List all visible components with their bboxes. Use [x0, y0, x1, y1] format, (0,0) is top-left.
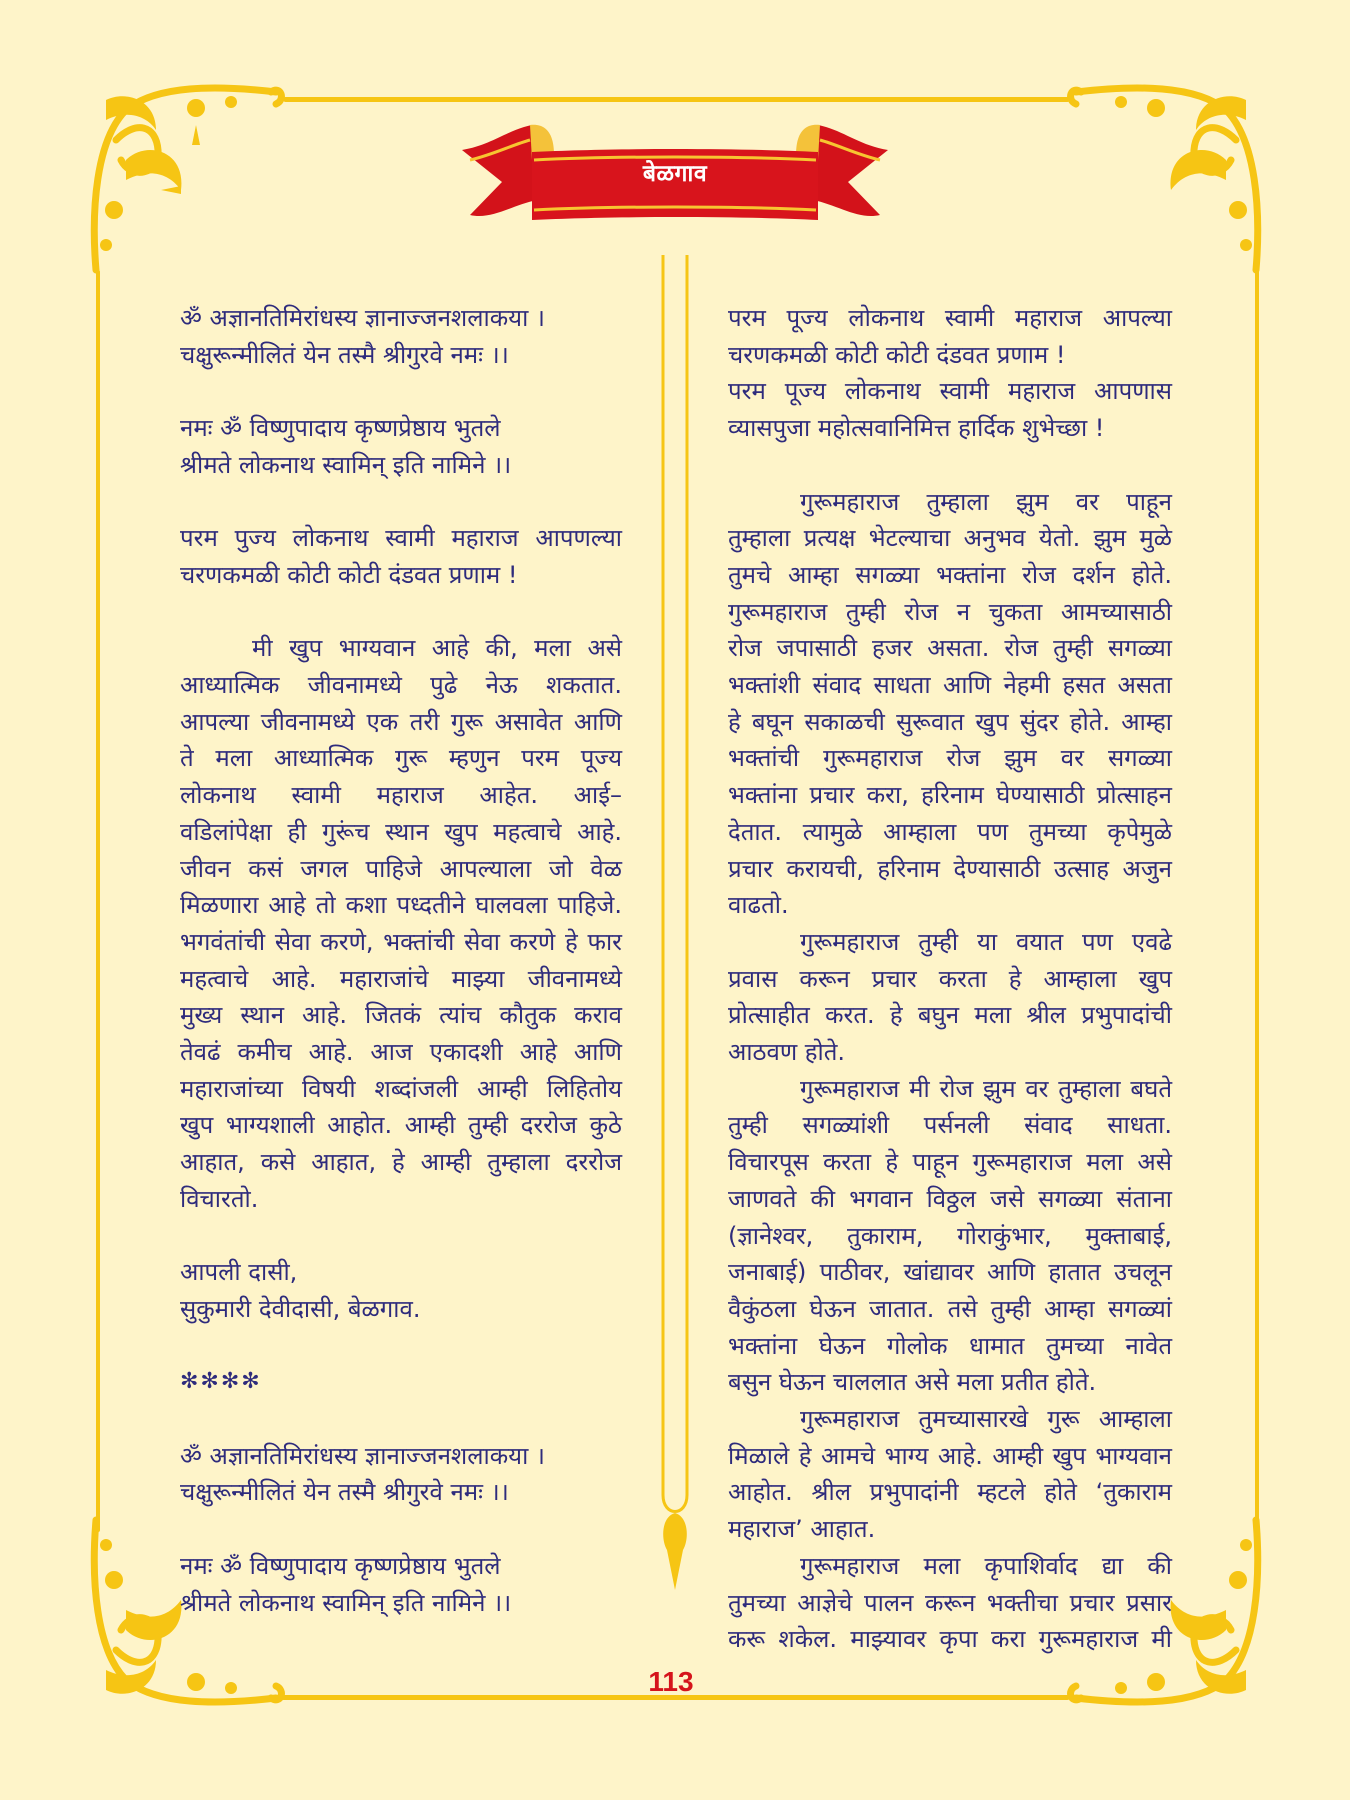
paragraph-line: लोकनाथ स्वामी महाराज आहेत. आई–: [180, 781, 622, 810]
paragraph-line: मुख्य स्थान आहे. जितकं त्यांच कौतुक कराव: [180, 1001, 622, 1030]
paragraph-line: विचारतो.: [180, 1184, 259, 1213]
paragraph-line: विचारपूस करता हे पाहून गुरूमहाराज मला असे: [728, 1148, 1172, 1177]
paragraph-line: तुमच्या आज्ञेचे पालन करून भक्तीचा प्रचार प्रसार: [728, 1588, 1172, 1617]
verse-block: [180, 300, 622, 373]
paragraph-line: भक्तांशी संवाद साधता आणि नेहमी हसत असता: [728, 671, 1172, 700]
paragraph-line: करू शकेल. माझ्यावर कृपा करा गुरूमहाराज मी: [728, 1625, 1172, 1654]
verse-line: ॐ अज्ञानतिमिरांधस्य ज्ञानाज्जनशलाकया ।: [180, 304, 546, 332]
left-column: [180, 300, 622, 1621]
column-divider: [655, 255, 695, 1595]
greeting-line: चरणकमळी कोटी कोटी दंडवत प्रणाम !: [728, 340, 1066, 369]
paragraph-line: (ज्ञानेश्वर, तुकाराम, गोराकुंभार, मुक्ताबाई,: [728, 1221, 1172, 1250]
paragraph-line: आठवण होते.: [728, 1038, 846, 1067]
paragraph-line: भक्तांना प्रचार करा, हरिनाम घेण्यासाठी प्रोत्साहन: [728, 781, 1172, 810]
left-border-line: [96, 270, 100, 1532]
paragraph-line: आहात, कसे आहात, हे आम्ही तुम्हाला दररोज: [180, 1148, 622, 1177]
verse-line: चक्षुरून्मीलितं येन तस्मै श्रीगुरवे नमः ।।: [180, 1478, 509, 1507]
paragraph-line: आहोत. श्रील प्रभुपादांनी म्हटले होते ‘तुकाराम: [728, 1478, 1172, 1507]
paragraph-line: रोज जपासाठी हजर असता. रोज तुम्ही सगळ्या: [728, 634, 1172, 663]
section-separator: ✻✻✻✻: [180, 1369, 262, 1395]
verse-block: [180, 1548, 622, 1621]
paragraph-block: [728, 924, 1172, 1071]
paragraph-line: तुमचे आम्हा सगळ्या भक्तांना रोज दर्शन होते.: [728, 560, 1172, 589]
paragraph-line: प्रोत्साहीत करत. हे बघुन मला श्रील प्रभुपादांची: [728, 1001, 1172, 1030]
verse-block: [180, 1438, 622, 1511]
paragraph-line: आपल्या जीवनामध्ये एक तरी गुरू असावेत आणि: [180, 707, 622, 736]
paragraph-line: महाराजांच्या विषयी शब्दांजली आम्ही लिहितोय: [180, 1074, 622, 1103]
paragraph-block: [728, 484, 1172, 924]
greeting-line: परम पूज्य लोकनाथ स्वामी महाराज आपणास: [728, 377, 1172, 406]
paragraph-line: गुरूमहाराज तुमच्यासारखे गुरू आम्हाला: [800, 1405, 1172, 1434]
greeting-line: परम पुज्य लोकनाथ स्वामी महाराज आपणल्या: [180, 524, 622, 553]
greeting-line: चरणकमळी कोटी कोटी दंडवत प्रणाम !: [180, 560, 518, 589]
verse-line: ॐ अज्ञानतिमिरांधस्य ज्ञानाज्जनशलाकया ।: [180, 1441, 546, 1470]
paragraph-line: प्रचार करायची, हरिनाम देण्यासाठी उत्साह अजुन: [728, 854, 1172, 883]
paragraph-line: गुरूमहाराज मी रोज झुम वर तुम्हाला बघते: [800, 1074, 1172, 1103]
paragraph-line: भक्तांना घेऊन गोलोक धामात तुमच्या नावेत: [728, 1331, 1172, 1360]
corner-ornament-top-left-icon: [86, 80, 286, 280]
paragraph-block: [728, 1548, 1172, 1658]
paragraph-line: वैकुंठला घेऊन जातात. तसे तुम्ही आम्हा सगळ्यां: [728, 1294, 1172, 1323]
paragraph-line: जीवन कसं जगल पाहिजे आपल्याला जो वेळ: [180, 854, 622, 883]
paragraph-line: गुरूमहाराज तुम्ही या वयात पण एवढे: [800, 927, 1172, 956]
paragraph-line: वडिलांपेक्षा ही गुरूंच स्थान खुप महत्वाचे आहे.: [180, 817, 622, 846]
paragraph-line: खुप भाग्यशाली आहोत. आम्ही तुम्ही दररोज कुठे: [180, 1111, 622, 1140]
verse-line: श्रीमते लोकनाथ स्वामिन् इति नामिने ।।: [180, 450, 512, 479]
greeting-line: व्यासपुजा महोत्सवानिमित्त हार्दिक शुभेच्छा !: [728, 414, 1105, 443]
signature-block: [180, 1254, 622, 1327]
greeting-block: [180, 520, 622, 593]
paragraph-block: [728, 1071, 1172, 1401]
paragraph-block: [728, 1401, 1172, 1548]
separator-block: [180, 1364, 622, 1401]
verse-line: चक्षुरून्मीलितं येन तस्मै श्रीगुरवे नमः ।।: [180, 340, 509, 369]
paragraph-line: मी खुप भाग्यवान आहे की, मला असे: [252, 634, 622, 663]
paragraph-line: मिळाले हे आमचे भाग्य आहे. आम्ही खुप भाग्यवान: [728, 1441, 1172, 1470]
page-number: 113: [648, 1666, 694, 1697]
paragraph-line: भक्तांची गुरूमहाराज रोज झुम वर सगळ्या: [728, 744, 1172, 773]
paragraph-line: मिळणारा आहे तो कशा पध्दतीने घालवला पाहिजे.: [180, 891, 622, 920]
signature-line: आपली दासी,: [180, 1258, 298, 1287]
paragraph-line: वाढतो.: [728, 891, 789, 920]
paragraph-line: बसुन घेऊन चाललात असे मला प्रतीत होते.: [728, 1368, 1097, 1397]
paragraph-line: प्रवास करून प्रचार करता हे आम्हाला खुप: [728, 964, 1172, 993]
paragraph-line: जाणवते की भगवान विठ्ठल जसे सगळ्या संताना: [728, 1184, 1172, 1213]
paragraph-line: गुरूमहाराज तुम्हाला झुम वर पाहून: [800, 487, 1172, 516]
paragraph-line: देतात. त्यामुळे आम्हाला पण तुमच्या कृपेमुळे: [728, 817, 1172, 846]
paragraph-line: तुम्हाला प्रत्यक्ष भेटल्याचा अनुभव येतो. झुम मुळे: [728, 524, 1172, 553]
right-border-line: [1255, 270, 1259, 1532]
verse-line: नमः ॐ विष्णुपादाय कृष्णप्रेष्ठाय भुतले: [180, 414, 501, 443]
corner-ornament-top-right-icon: [1066, 80, 1266, 280]
page-title: बेळगाव: [642, 161, 708, 187]
verse-block: [180, 410, 622, 483]
paragraph-line: गुरूमहाराज तुम्ही रोज न चुकता आमच्यासाठी: [728, 597, 1172, 626]
top-border-line: [283, 97, 1070, 102]
paragraph-line: गुरूमहाराज मला कृपाशिर्वाद द्या की: [800, 1551, 1172, 1580]
greeting-block: [728, 300, 1172, 373]
title-banner: [462, 120, 888, 224]
paragraph-line: महाराज’ आहात.: [728, 1515, 876, 1544]
paragraph-line: जनाबाई) पाठीवर, खांद्यावर आणि हातात उचलून: [728, 1258, 1172, 1287]
paragraph-line: तेवढं कमीच आहे. आज एकादशी आहे आणि: [180, 1038, 622, 1067]
paragraph-line: ते मला आध्यात्मिक गुरू म्हणुन परम पूज्य: [180, 744, 622, 773]
verse-line: नमः ॐ विष्णुपादाय कृष्णप्रेष्ठाय भुतले: [180, 1551, 501, 1580]
paragraph-line: भगवंतांची सेवा करणे, भक्तांची सेवा करणे हे फार: [180, 927, 622, 956]
greeting-line: परम पूज्य लोकनाथ स्वामी महाराज आपल्या: [728, 304, 1172, 332]
paragraph-line: हे बघून सकाळची सुरूवात खुप सुंदर होते. आम्हा: [728, 707, 1172, 736]
paragraph-block: [180, 630, 622, 1217]
greeting-block: [728, 373, 1172, 446]
paragraph-line: आध्यात्मिक जीवनामध्ये पुढे नेऊ शकतात.: [180, 670, 622, 699]
verse-line: श्रीमते लोकनाथ स्वामिन् इति नामिने ।।: [180, 1588, 512, 1617]
paragraph-line: तुम्ही सगळ्यांशी पर्सनली संवाद साधता.: [728, 1111, 1172, 1140]
teardrop-ornament-icon: [663, 1513, 687, 1590]
paragraph-line: महत्वाचे आहे. महाराजांचे माझ्या जीवनामध्ये: [180, 964, 622, 993]
right-column: [728, 300, 1172, 1658]
signature-line: सुकुमारी देवीदासी, बेळगाव.: [180, 1294, 421, 1323]
